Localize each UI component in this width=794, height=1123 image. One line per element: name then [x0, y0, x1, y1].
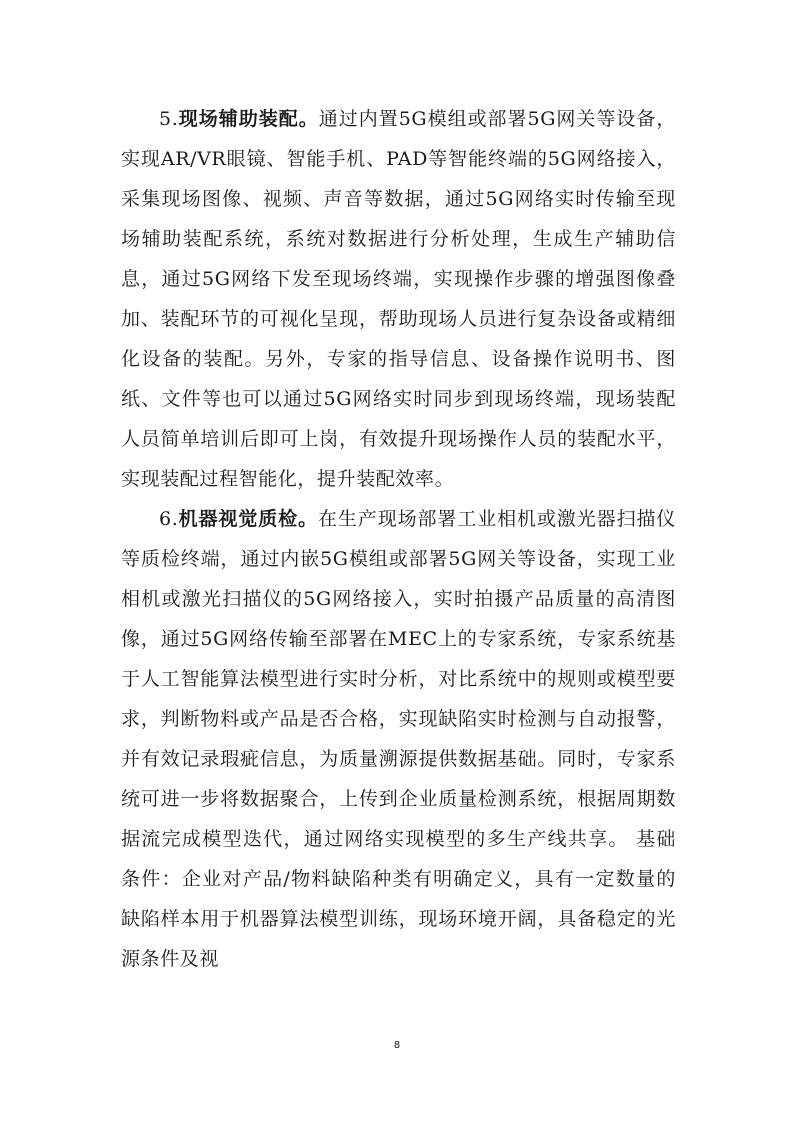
paragraph-number: 5. — [159, 108, 179, 130]
page-number: 8 — [393, 1040, 401, 1051]
paragraph-body: 在生产现场部署工业相机或激光器扫描仪等质检终端，通过内嵌5G模组或部署5G网关等设备，实现工业相机或激光扫描仪的5G网络接入，实时拍摄产品质量的高清图像，通过5G网络传输至部署在MEC上的专家系统，专家系统基于人工智能算法模型进行实时分析，对比系统中的规则或模型要求，判断物料或产品是否合格，实现缺陷实时检测与自动报警，并有效记录瑕疵信息，为质量溯源提供数据基础。同时，专家系统可进一步将数据聚合，上传到企业质量检测系统，根据周期数据流完成模型迭代，通过网络实现模型的多生产线共享。 基础条件：企业对产品/物料缺陷种类有明确定义，具有一定数量的缺陷样本用于机器算法模型训练，现场环境开阔，具备稳定的光源条件及视 — [121, 508, 676, 970]
body-text — [121, 99, 676, 979]
paragraph-heading: 现场辅助装配。 — [178, 108, 319, 130]
paragraph-heading: 机器视觉质检。 — [178, 508, 318, 530]
paragraph-field-assembly — [121, 99, 676, 499]
paragraph-machine-vision-inspection — [121, 499, 676, 979]
paragraph-number: 6. — [159, 508, 179, 530]
paragraph-body: 通过内置5G模组或部署5G网关等设备，实现AR/VR眼镜、智能手机、PAD等智能终端的5G网络接入，采集现场图像、视频、声音等数据，通过5G网络实时传输至现场辅助装配系统，系统对数据进行分析处理，生成生产辅助信息，通过5G网络下发至现场终端，实现操作步骤的增强图像叠加、装配环节的可视化呈现，帮助现场人员进行复杂设备或精细化设备的装配。另外，专家的指导信息、设备操作说明书、图纸、文件等也可以通过5G网络实时同步到现场终端，现场装配人员简单培训后即可上岗，有效提升现场操作人员的装配水平，实现装配过程智能化，提升装配效率。 — [121, 108, 677, 490]
